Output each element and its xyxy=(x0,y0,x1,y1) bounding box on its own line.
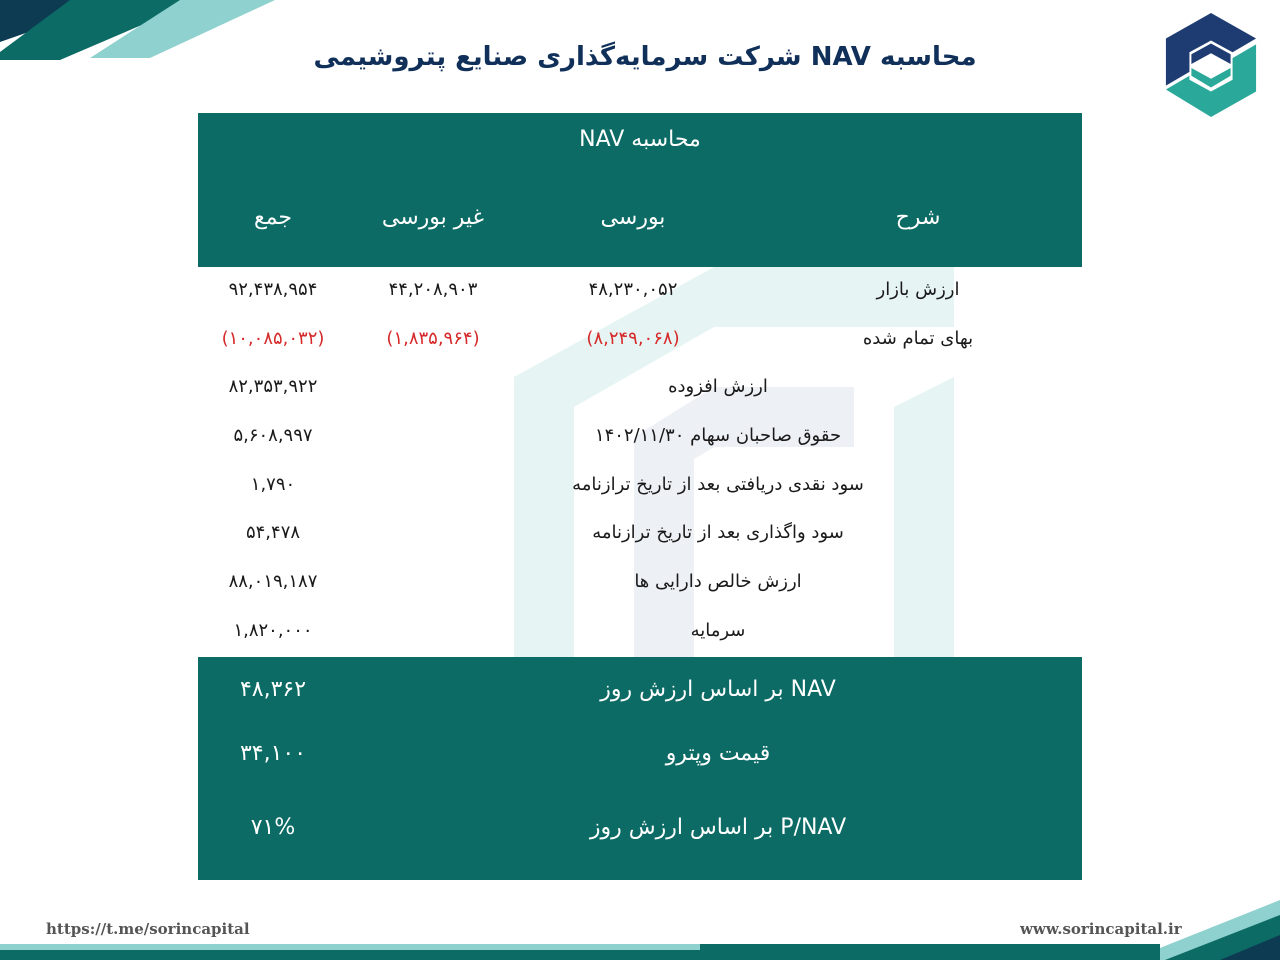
total-value: ۱,۷۹۰ xyxy=(250,473,296,495)
row-label: سود نقدی دریافتی بعد از تاریخ ترازنامه xyxy=(572,473,864,495)
summary-row-price xyxy=(198,741,1082,781)
row-label: ارزش افزوده xyxy=(668,376,768,398)
total-value: ۵۴,۴۷۸ xyxy=(245,522,301,544)
summary-value: ۴۸,۳۶۲ xyxy=(239,677,307,702)
total-value: ۹۲,۴۳۸,۹۵۴ xyxy=(228,279,318,300)
website-link[interactable]: www.sorincapital.ir xyxy=(1020,920,1182,938)
row-label: ارزش بازار xyxy=(876,279,960,300)
table-row xyxy=(198,267,1082,316)
nav-table xyxy=(198,113,1082,880)
table-row xyxy=(198,510,1082,559)
column-header-nonlisted: غیر بورسی xyxy=(381,205,485,230)
column-header-total: جمع xyxy=(253,205,293,230)
table-header xyxy=(198,113,1082,267)
summary-section xyxy=(198,657,1082,880)
column-header-listed: بورسی xyxy=(600,205,666,230)
summary-value: ۳۴,۱۰۰ xyxy=(239,741,307,766)
table-row xyxy=(198,364,1082,413)
table-row xyxy=(198,559,1082,608)
table-row xyxy=(198,462,1082,511)
total-value: ۸۲,۳۵۳,۹۲۲ xyxy=(228,376,318,398)
telegram-link[interactable]: https://t.me/sorincapital xyxy=(46,920,250,938)
row-label: بهای تمام شده xyxy=(862,327,974,349)
bottom-light-band xyxy=(0,944,700,950)
total-value: (۱۰,۰۸۵,۰۳۲) xyxy=(221,327,325,349)
summary-row-pnav xyxy=(198,815,1082,855)
summary-label: P/NAV بر اساس ارزش روز xyxy=(589,815,847,840)
nonlisted-value: (۱,۸۳۵,۹۶۴) xyxy=(386,327,480,349)
summary-label: قیمت وپترو xyxy=(665,741,771,766)
total-value: ۸۸,۰۱۹,۱۸۷ xyxy=(228,571,318,593)
row-label: سرمایه xyxy=(690,619,746,641)
row-label: سود واگذاری بعد از تاریخ ترازنامه xyxy=(592,522,844,544)
table-row xyxy=(198,413,1082,462)
table-row xyxy=(198,316,1082,365)
summary-row-nav xyxy=(198,677,1082,717)
summary-value: ۷۱% xyxy=(250,815,296,840)
table-title: محاسبه NAV xyxy=(579,127,701,152)
nonlisted-value: ۴۴,۲۰۸,۹۰۳ xyxy=(388,279,478,300)
row-label: ارزش خالص دارایی ها xyxy=(634,571,802,593)
total-value: ۱,۸۲۰,۰۰۰ xyxy=(233,619,313,641)
column-header-description: شرح xyxy=(895,205,941,230)
page-title: محاسبه NAV شرکت سرمایه‌گذاری صنایع پتروشیمی xyxy=(313,42,977,72)
listed-value: ۴۸,۲۳۰,۰۵۲ xyxy=(588,279,678,300)
table-body xyxy=(198,267,1082,657)
summary-label: NAV بر اساس ارزش روز xyxy=(600,677,836,702)
row-label: حقوق صاحبان سهام ۱۴۰۲/۱۱/۳۰ xyxy=(594,425,842,447)
total-value: ۵,۶۰۸,۹۹۷ xyxy=(233,425,313,447)
table-row xyxy=(198,608,1082,657)
listed-value: (۸,۲۴۹,۰۶۸) xyxy=(586,327,680,349)
sorin-capital-logo-icon xyxy=(1162,10,1260,120)
